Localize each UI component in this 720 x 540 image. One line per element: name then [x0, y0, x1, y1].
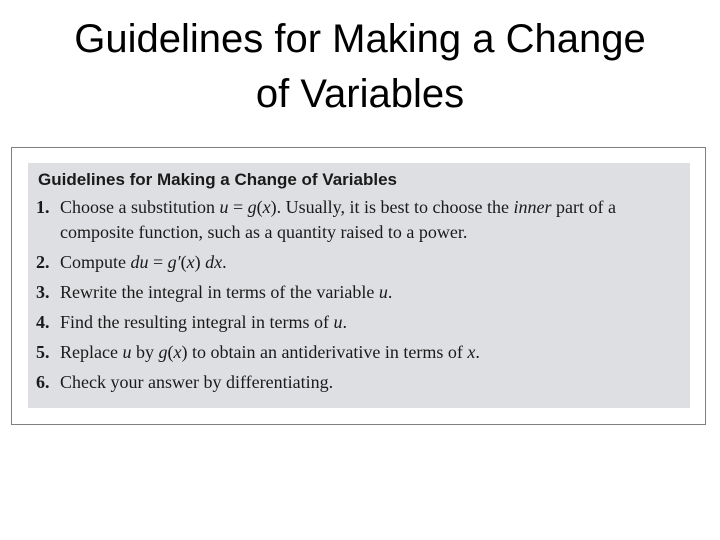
- guideline-step: [36, 280, 682, 305]
- step-text-run: Compute: [60, 252, 131, 272]
- guideline-step: [36, 310, 682, 335]
- step-text-run: .: [342, 312, 347, 332]
- step-text-run: Find the resulting integral in terms of: [60, 312, 334, 332]
- step-text-run: .: [387, 282, 393, 302]
- guideline-step: [36, 340, 682, 365]
- step-text-run: Replace: [60, 342, 123, 362]
- guideline-step: [36, 195, 682, 245]
- step-text-run: (: [180, 252, 187, 272]
- step-text-run: Choose a substitution: [60, 197, 220, 217]
- step-text-run: Rewrite the integral in terms of the variable: [60, 282, 379, 302]
- math-symbol: x: [262, 197, 271, 217]
- step-number: 1.: [36, 197, 50, 217]
- step-text-run: (: [167, 342, 174, 362]
- step-text-run: Check your answer by differentiating.: [60, 372, 334, 392]
- slide-title-line-2: of Variables: [255, 72, 465, 116]
- step-text: [60, 340, 682, 365]
- step-text-run: .: [475, 342, 480, 362]
- step-number: 2.: [36, 252, 50, 272]
- math-symbol: dx: [205, 252, 223, 272]
- math-symbol: u: [219, 197, 229, 217]
- math-symbol: g′: [167, 252, 181, 272]
- step-number: 6.: [36, 372, 50, 392]
- step-text-run: =: [228, 197, 248, 217]
- guidelines-steps-list: [36, 195, 682, 395]
- guidelines-box: [28, 163, 690, 408]
- step-text-run: part of a composite function, such as a quantity raised to a power.: [60, 197, 616, 242]
- math-symbol: g: [247, 197, 257, 217]
- step-text-run: by: [131, 342, 159, 362]
- step-text-run: .: [222, 252, 227, 272]
- math-symbol: x: [186, 252, 195, 272]
- math-symbol: x: [467, 342, 476, 362]
- math-symbol: g: [158, 342, 168, 362]
- step-text-run: (: [256, 197, 263, 217]
- step-text: [60, 370, 682, 395]
- step-number: 3.: [36, 282, 50, 302]
- slide-title: [20, 12, 700, 122]
- step-text-run: ) to obtain an antiderivative in terms of: [181, 342, 468, 362]
- step-text: [60, 250, 682, 275]
- step-text-run: ). Usually, it is best to choose the: [270, 197, 514, 217]
- math-symbol: du: [130, 252, 149, 272]
- step-number: 5.: [36, 342, 50, 362]
- guideline-step: [36, 250, 682, 275]
- guideline-step: [36, 370, 682, 395]
- step-text-run: ): [194, 252, 206, 272]
- step-number: 4.: [36, 312, 50, 332]
- step-text: [60, 195, 682, 245]
- math-symbol: u: [333, 312, 343, 332]
- guidelines-heading: Guidelines for Making a Change of Variables: [38, 170, 397, 189]
- step-text: [60, 280, 682, 305]
- slide-title-line-1: Guidelines for Making a Change: [74, 17, 646, 61]
- step-text: [60, 310, 682, 335]
- math-symbol: u: [378, 282, 388, 302]
- step-text-run: =: [148, 252, 168, 272]
- math-symbol: u: [122, 342, 132, 362]
- math-symbol: inner: [513, 197, 552, 217]
- math-symbol: x: [173, 342, 182, 362]
